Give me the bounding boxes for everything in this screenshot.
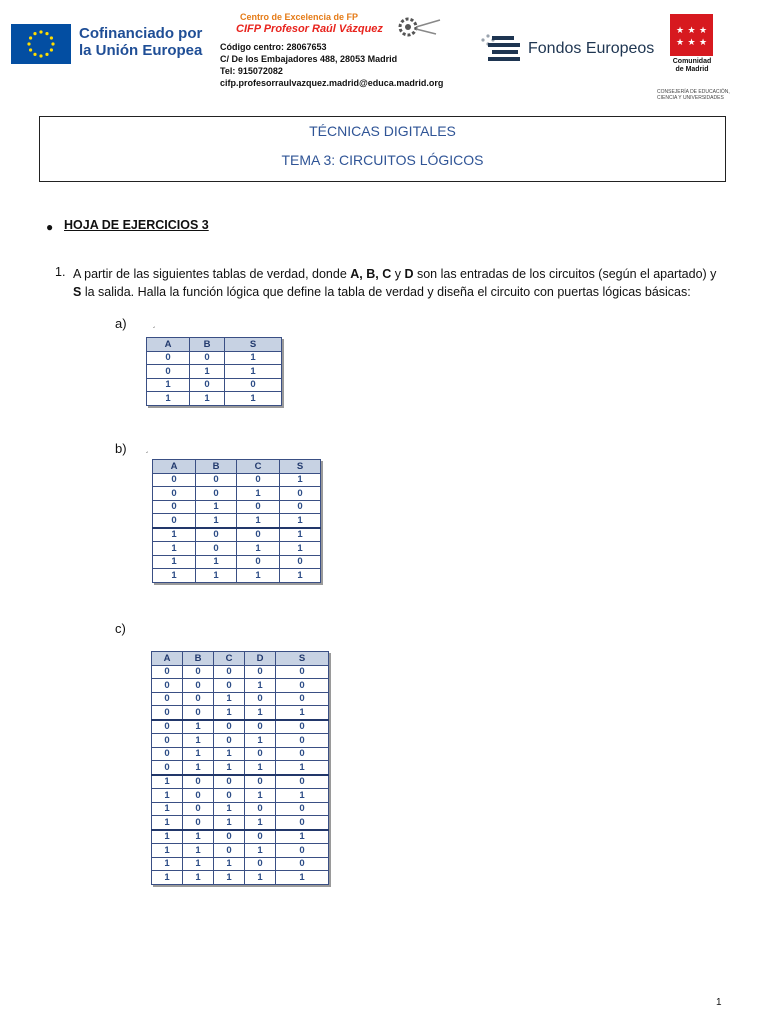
table-cell: 1: [225, 351, 282, 365]
svg-text:★: ★: [698, 26, 708, 36]
comunidad-madrid-logo: [670, 14, 713, 56]
table-cell: 0: [245, 747, 276, 761]
cifp-code: Código centro: 28067653: [220, 42, 327, 52]
table-row: [153, 473, 321, 487]
table-cell: 0: [280, 555, 321, 569]
svg-text:★: ★: [675, 38, 685, 48]
table-cell: 1: [237, 542, 280, 556]
header-cell: C: [237, 460, 280, 474]
table-cell: 1: [183, 747, 214, 761]
table-cell: 1: [153, 555, 196, 569]
table-cell: 0: [183, 789, 214, 803]
table-header-row: [152, 652, 329, 666]
table-cell: 0: [152, 747, 183, 761]
table-cell: 1: [196, 555, 237, 569]
table-cell: 0: [183, 802, 214, 816]
cifp-address: C/ De los Embajadores 488, 28053 Madrid: [220, 54, 398, 64]
table-cell: 1: [190, 392, 225, 406]
table-row: [152, 816, 329, 830]
table-cell: 0: [276, 816, 329, 830]
table-cell: 0: [183, 679, 214, 693]
table-row: [152, 679, 329, 693]
table-cell: 0: [153, 473, 196, 487]
svg-text:★: ★: [698, 38, 708, 48]
table-cell: 1: [280, 528, 321, 542]
table-row: [152, 789, 329, 803]
table-row: [153, 487, 321, 501]
table-cell: 1: [153, 542, 196, 556]
table-cell: 0: [214, 734, 245, 748]
header-cell: A: [153, 460, 196, 474]
table-cell: 0: [245, 665, 276, 679]
table-cell: 0: [214, 844, 245, 858]
table-cell: 1: [276, 761, 329, 775]
table-row: [153, 569, 321, 583]
table-cell: 0: [237, 500, 280, 514]
header-cell: S: [276, 652, 329, 666]
table-cell: 0: [245, 720, 276, 734]
bullet-icon: ●: [46, 220, 54, 234]
header-cell: A: [147, 338, 190, 352]
table-cell: 1: [183, 720, 214, 734]
table-cell: 0: [237, 473, 280, 487]
table-cell: 0: [214, 775, 245, 789]
table-row: [152, 830, 329, 844]
table-cell: 0: [280, 500, 321, 514]
table-cell: 0: [183, 665, 214, 679]
table-cell: 0: [190, 378, 225, 392]
table-cell: 0: [276, 775, 329, 789]
part-a-label: a): [115, 316, 127, 331]
table-cell: 1: [245, 706, 276, 720]
table-cell: 1: [214, 816, 245, 830]
table-cell: 0: [276, 734, 329, 748]
table-row: [153, 500, 321, 514]
table-row: [152, 665, 329, 679]
table-cell: 1: [280, 542, 321, 556]
fondos-europeos-icon: [478, 32, 526, 69]
page-number: 1: [716, 997, 722, 1008]
header-cell: S: [225, 338, 282, 352]
part-c-label: c): [115, 621, 126, 636]
cifp-name: CIFP Profesor Raúl Vázquez: [236, 23, 383, 35]
cifp-contact-info: [220, 41, 443, 89]
table-cell: 1: [183, 871, 214, 885]
table-cell: 1: [276, 830, 329, 844]
table-cell: 0: [183, 706, 214, 720]
exercise-statement: [73, 265, 723, 301]
cam-name-line: Comunidad: [672, 58, 712, 65]
cifp-phone: Tel: 915072082: [220, 66, 283, 76]
header-cell: B: [190, 338, 225, 352]
table-cell: 1: [245, 844, 276, 858]
table-cell: 0: [152, 761, 183, 775]
table-cell: 0: [183, 692, 214, 706]
table-cell: 1: [214, 857, 245, 871]
table-cell: 0: [183, 816, 214, 830]
table-cell: 1: [152, 871, 183, 885]
table-cell: 0: [214, 720, 245, 734]
consejeria-line: CONSEJERÍA DE EDUCACIÓN,: [657, 89, 730, 95]
consejeria-label: [657, 89, 737, 101]
truth-table-b: [152, 459, 321, 583]
table-cell: 1: [152, 802, 183, 816]
comunidad-madrid-name: [669, 58, 715, 74]
cifp-logo-block: [218, 11, 468, 91]
table-cell: 1: [245, 871, 276, 885]
table-cell: 1: [153, 569, 196, 583]
table-cell: 0: [214, 679, 245, 693]
header-cell: A: [152, 652, 183, 666]
exercise-number: 1.: [55, 265, 66, 279]
table-cell: 1: [152, 844, 183, 858]
table-cell: 1: [214, 747, 245, 761]
table-cell: 1: [280, 514, 321, 528]
title-box: [39, 116, 726, 182]
table-cell: 1: [147, 392, 190, 406]
table-row: [147, 392, 282, 406]
table-row: [152, 706, 329, 720]
table-cell: 0: [196, 473, 237, 487]
table-row: [152, 802, 329, 816]
table-cell: 1: [196, 500, 237, 514]
exercise-sheet-title: HOJA DE EJERCICIOS 3: [64, 218, 209, 232]
table-cell: 1: [196, 569, 237, 583]
table-cell: 1: [183, 761, 214, 775]
statement-part: A partir de las siguientes tablas de verdad, donde: [73, 267, 351, 281]
table-cell: 0: [152, 679, 183, 693]
table-row: [152, 857, 329, 871]
truth-table-a: [146, 337, 282, 406]
tick-mark: ´: [153, 326, 156, 335]
table-row: [152, 747, 329, 761]
table-row: [152, 871, 329, 885]
table-cell: 0: [147, 351, 190, 365]
table-header-row: [153, 460, 321, 474]
subject-title: TÉCNICAS DIGITALES: [309, 123, 456, 139]
table-cell: 0: [152, 720, 183, 734]
table-cell: 1: [245, 789, 276, 803]
table-row: [153, 528, 321, 542]
truth-table-c: [151, 651, 329, 885]
header-cell: B: [196, 460, 237, 474]
table-cell: 0: [152, 665, 183, 679]
eu-text-line: la Unión Europea: [79, 42, 203, 59]
header-cell: B: [183, 652, 214, 666]
statement-bold-part: S: [73, 285, 82, 299]
table-cell: 1: [237, 569, 280, 583]
table-cell: 0: [153, 487, 196, 501]
table-cell: 1: [245, 816, 276, 830]
table-cell: 0: [152, 706, 183, 720]
table-row: [152, 692, 329, 706]
table-cell: 1: [183, 857, 214, 871]
table-cell: 1: [214, 871, 245, 885]
table-row: [153, 514, 321, 528]
table-cell: 0: [196, 542, 237, 556]
table-row: [147, 365, 282, 379]
table-cell: 1: [245, 761, 276, 775]
cam-name-line: de Madrid: [675, 66, 709, 73]
part-b-label: b): [115, 441, 127, 456]
table-row: [152, 734, 329, 748]
table-cell: 0: [276, 857, 329, 871]
eu-text-line: Cofinanciado por: [79, 25, 203, 42]
tick-mark: ´: [146, 451, 149, 460]
eu-flag-icon: [11, 24, 71, 64]
svg-text:★: ★: [675, 26, 685, 36]
eu-cofunding-text: [79, 25, 202, 59]
table-cell: 1: [276, 871, 329, 885]
table-row: [152, 775, 329, 789]
table-cell: 1: [152, 830, 183, 844]
table-cell: 1: [237, 487, 280, 501]
table-row: [152, 720, 329, 734]
table-cell: 0: [152, 734, 183, 748]
table-cell: 0: [147, 365, 190, 379]
table-row: [147, 351, 282, 365]
statement-bold-part: D: [404, 267, 414, 281]
table-cell: 0: [245, 857, 276, 871]
table-cell: 0: [276, 720, 329, 734]
table-cell: 1: [280, 473, 321, 487]
table-cell: 1: [153, 528, 196, 542]
table-cell: 0: [276, 844, 329, 858]
table-cell: 1: [245, 679, 276, 693]
table-cell: 0: [196, 528, 237, 542]
consejeria-line: CIENCIA Y UNIVERSIDADES: [657, 95, 724, 101]
gear-icon: [396, 14, 442, 40]
table-cell: 0: [237, 555, 280, 569]
table-cell: 0: [245, 802, 276, 816]
cifp-excellence-label: Centro de Excelencia de FP: [240, 12, 359, 22]
table-cell: 1: [225, 365, 282, 379]
table-cell: 0: [237, 528, 280, 542]
table-cell: 1: [214, 706, 245, 720]
table-cell: 1: [152, 857, 183, 871]
cifp-email: cifp.profesorraulvazquez.madrid@educa.madrid.org: [220, 78, 444, 88]
table-cell: 0: [214, 830, 245, 844]
svg-text:★: ★: [687, 26, 696, 36]
table-header-row: [147, 338, 282, 352]
table-cell: 0: [276, 747, 329, 761]
table-row: [153, 555, 321, 569]
table-cell: 0: [276, 679, 329, 693]
table-cell: 1: [276, 789, 329, 803]
table-cell: 1: [214, 692, 245, 706]
table-cell: 1: [245, 734, 276, 748]
table-cell: 1: [147, 378, 190, 392]
table-cell: 0: [245, 692, 276, 706]
table-cell: 0: [245, 775, 276, 789]
svg-text:★: ★: [687, 38, 696, 48]
table-cell: 0: [280, 487, 321, 501]
table-cell: 1: [237, 514, 280, 528]
table-cell: 1: [152, 789, 183, 803]
table-cell: 0: [153, 500, 196, 514]
table-cell: 1: [214, 802, 245, 816]
table-cell: 0: [152, 692, 183, 706]
unit-title: TEMA 3: CIRCUITOS LÓGICOS: [281, 152, 484, 168]
table-cell: 1: [190, 365, 225, 379]
table-cell: 0: [190, 351, 225, 365]
table-cell: 1: [280, 569, 321, 583]
table-row: [152, 844, 329, 858]
table-row: [147, 378, 282, 392]
table-cell: 1: [196, 514, 237, 528]
table-cell: 0: [245, 830, 276, 844]
table-cell: 0: [214, 789, 245, 803]
table-cell: 1: [276, 706, 329, 720]
table-cell: 1: [183, 844, 214, 858]
statement-part: la salida. Halla la función lógica que define la tabla de verdad y diseña el circuito con puertas lógicas básicas:: [81, 285, 691, 299]
table-cell: 0: [276, 665, 329, 679]
table-cell: 0: [183, 775, 214, 789]
table-cell: 1: [214, 761, 245, 775]
statement-bold-part: A, B, C: [350, 267, 392, 281]
table-cell: 1: [225, 392, 282, 406]
table-cell: 0: [196, 487, 237, 501]
fondos-europeos-text: Fondos Europeos: [528, 40, 655, 57]
table-cell: 0: [276, 692, 329, 706]
table-cell: 0: [276, 802, 329, 816]
statement-part: son las entradas de los circuitos (según el apartado) y: [413, 267, 717, 281]
header-cell: D: [245, 652, 276, 666]
table-row: [153, 542, 321, 556]
table-cell: 1: [152, 816, 183, 830]
table-cell: 1: [183, 734, 214, 748]
statement-part: y: [391, 267, 405, 281]
table-cell: 0: [225, 378, 282, 392]
table-cell: 0: [214, 665, 245, 679]
table-cell: 1: [152, 775, 183, 789]
table-cell: 1: [183, 830, 214, 844]
header-cell: C: [214, 652, 245, 666]
header-cell: S: [280, 460, 321, 474]
table-cell: 0: [153, 514, 196, 528]
table-row: [152, 761, 329, 775]
